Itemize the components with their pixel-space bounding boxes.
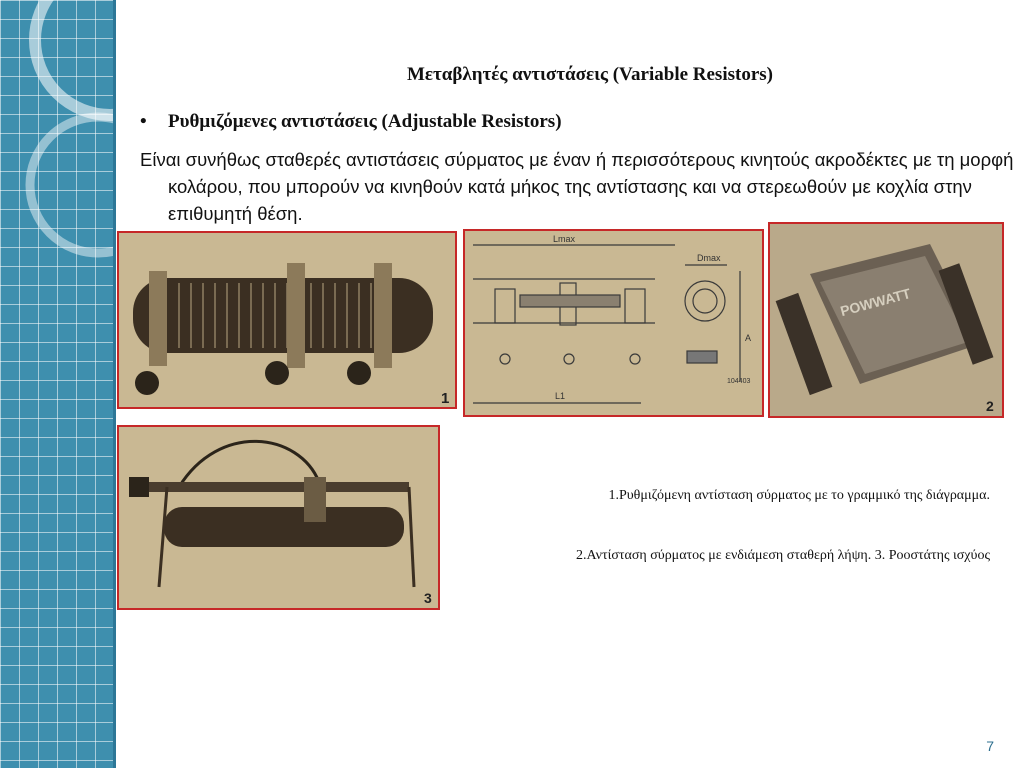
label-a: A — [745, 333, 752, 343]
photo3-number: 3 — [424, 590, 432, 606]
power-resistor-illustration — [770, 224, 1002, 416]
slide-title: Μεταβλητές αντιστάσεις (Variable Resistors) — [407, 64, 773, 85]
bullet-heading — [140, 111, 562, 133]
power-brand-text: POWWATT — [838, 285, 913, 320]
body-paragraph: Είναι συνήθως σταθερές αντιστάσεις σύρματος με έναν ή περισσότερους κινητούς ακροδέκτες με τη μορφή κολάρου, που μπορούν να κινηθούν κατά μήκος της αντίστασης και να στερεωθούν με κοχλία στην επιθυμητή θέση. — [140, 149, 1014, 224]
photo2-number: 2 — [986, 398, 994, 414]
circle-ornaments — [0, 0, 113, 768]
photo-rheostat — [117, 425, 440, 610]
rheostat-illustration — [119, 427, 438, 608]
photo1-number: 1 — [441, 390, 450, 407]
bullet-text: Ρυθμιζόμενες αντιστάσεις (Adjustable Resistors) — [168, 111, 562, 132]
photo-adjustable-resistor — [117, 231, 457, 409]
label-lmax: Lmax — [553, 234, 576, 244]
dimension-drawing — [465, 231, 762, 415]
bullet-dot: • — [140, 111, 147, 132]
diagram-resistor-dimensions — [463, 229, 764, 417]
label-code: 104403 — [727, 378, 751, 385]
decorative-left-band — [0, 0, 113, 768]
page-number: 7 — [986, 738, 994, 754]
caption-2: 2.Αντίσταση σύρματος με ενδιάμεση σταθερή λήψη. 3. Ροοστάτης ισχύος — [576, 548, 990, 563]
band-divider — [113, 0, 116, 768]
photo-power-resistor — [768, 222, 1004, 418]
resistor-illustration — [119, 233, 455, 407]
caption-1: 1.Ρυθμιζόμενη αντίσταση σύρματος με το γραμμικό της διάγραμμα. — [608, 488, 990, 503]
label-l1: L1 — [555, 391, 566, 401]
label-dmax: Dmax — [697, 253, 721, 263]
